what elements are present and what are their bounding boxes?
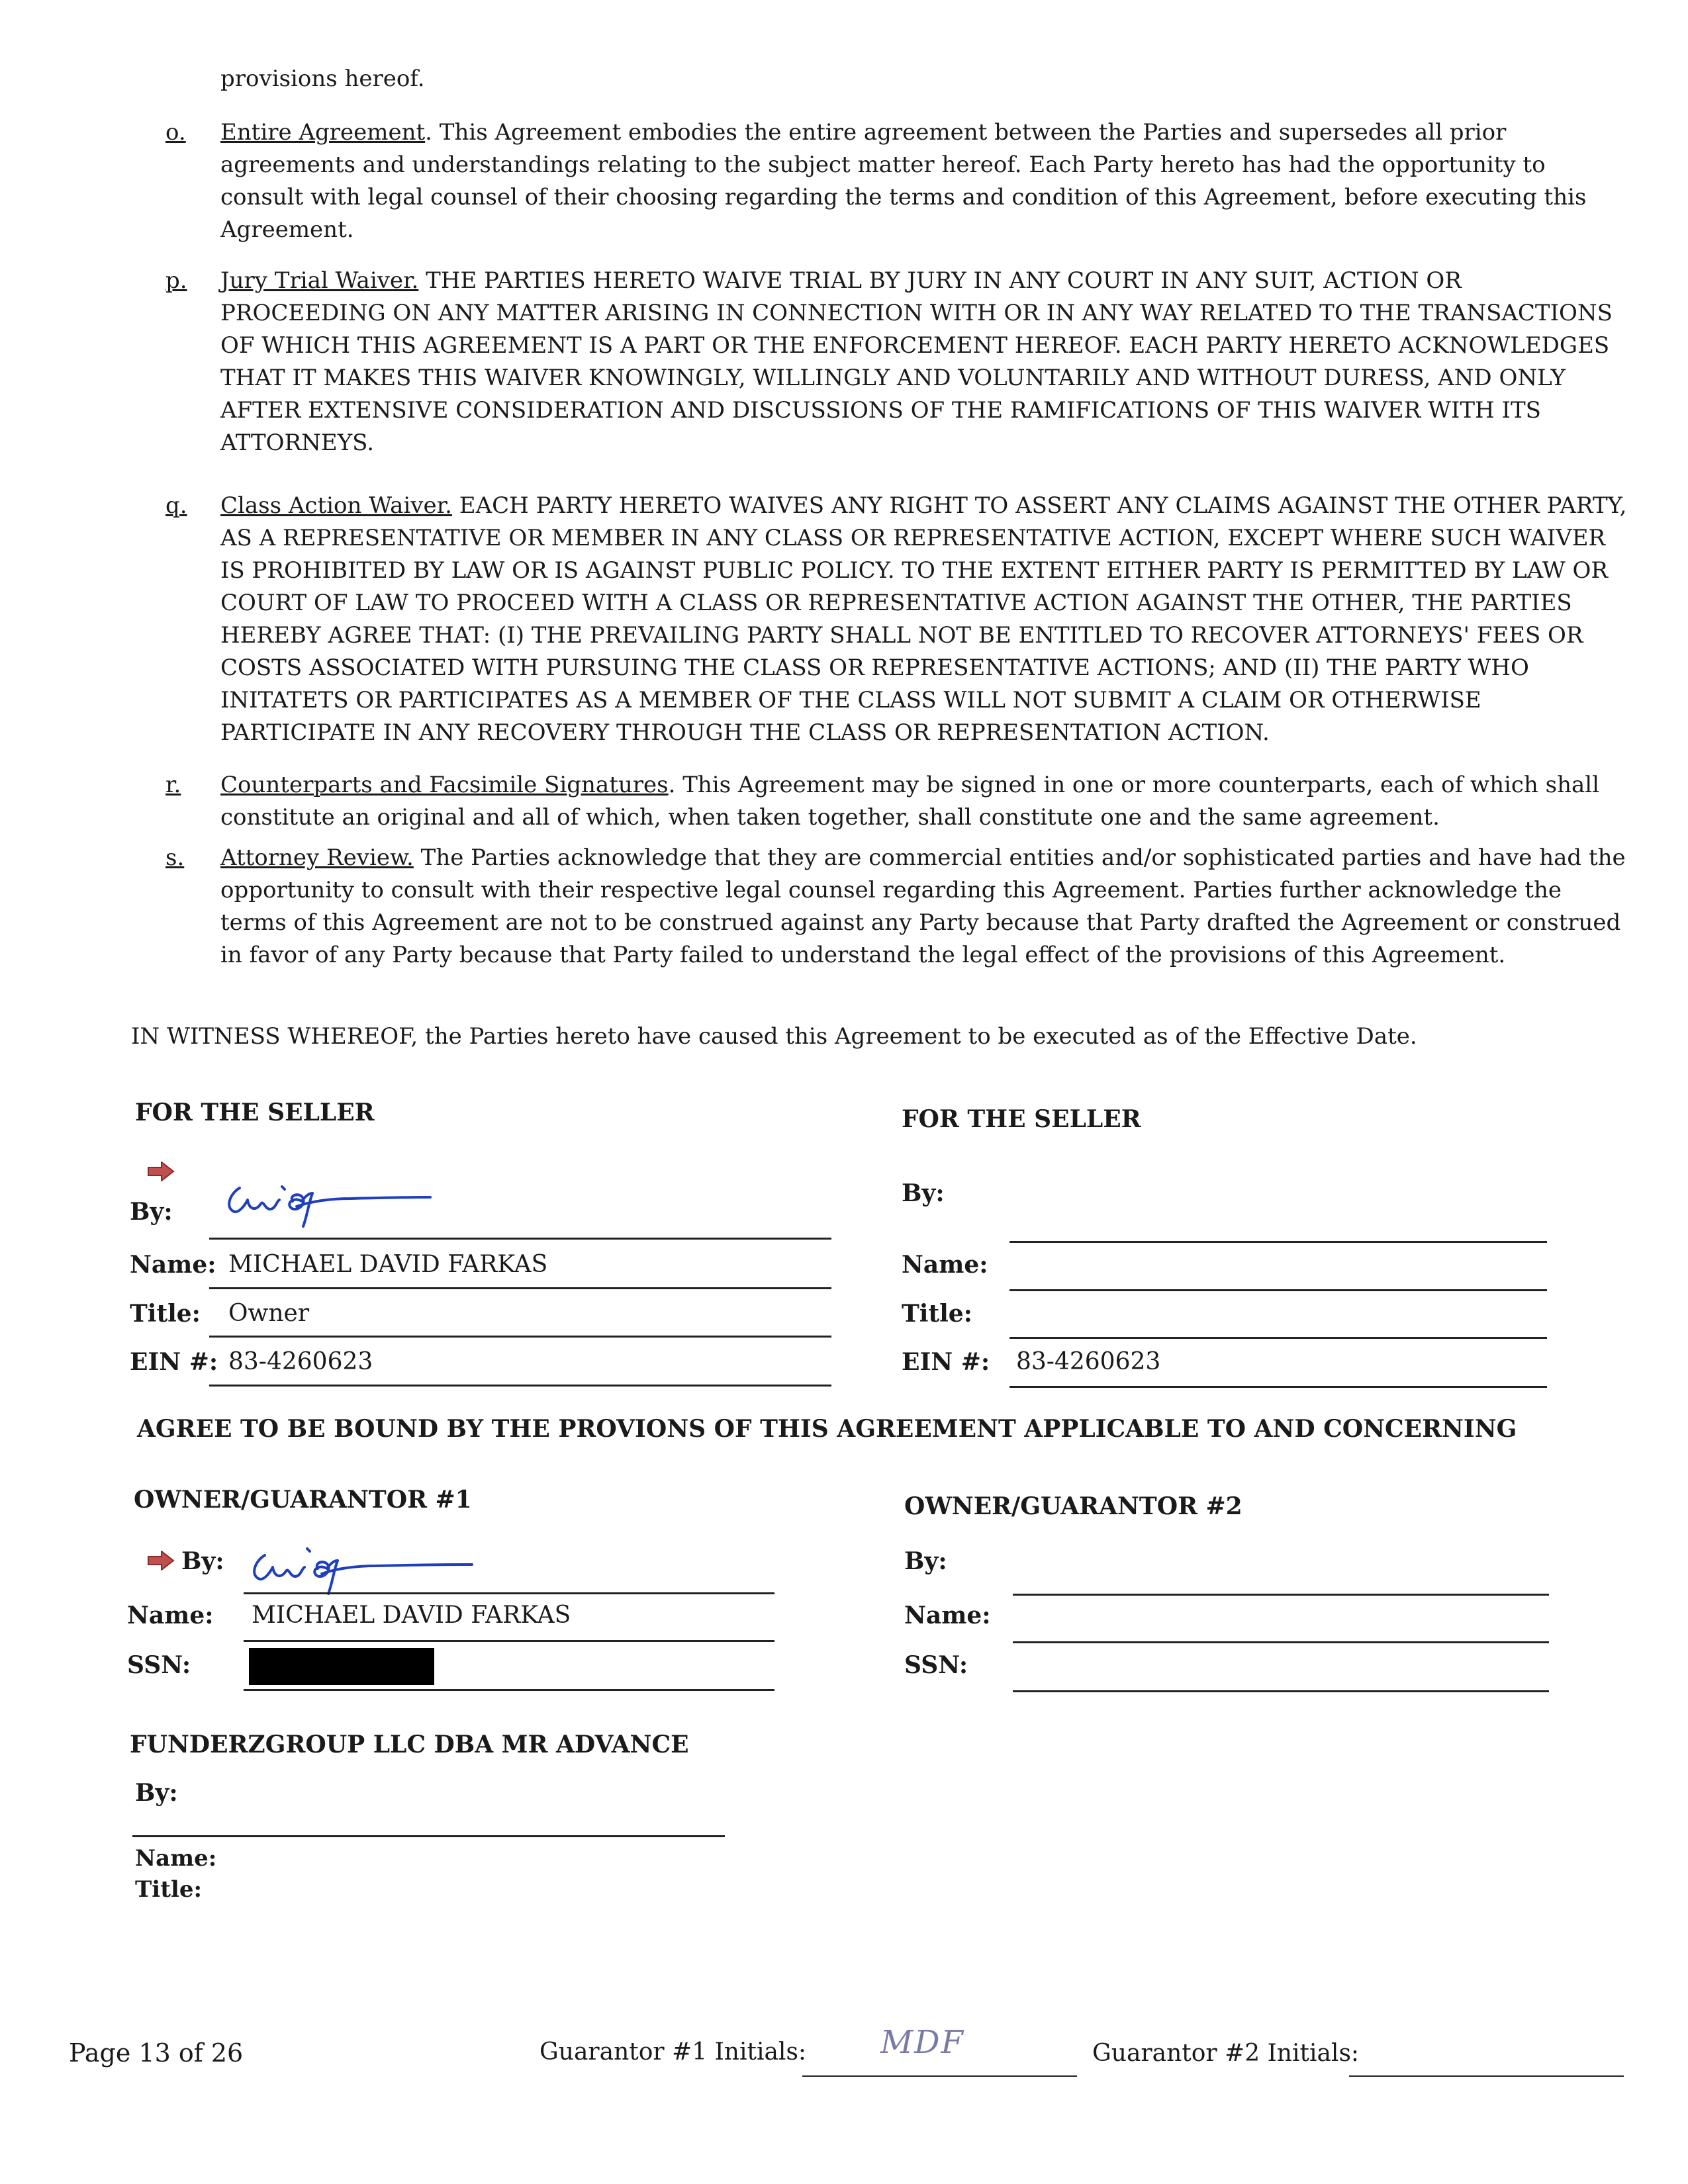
seller-right-name-label: Name: — [902, 1251, 988, 1279]
seller-left-name-label: Name: — [130, 1251, 216, 1279]
clause-letter: q. — [165, 492, 187, 519]
funder-title-label: Title: — [135, 1876, 203, 1903]
clause-letter: s. — [165, 844, 185, 871]
clause-text: THE PARTIES HERETO WAIVE TRIAL BY JURY IN ANY COURT IN ANY SUIT, ACTION OR PROCEEDING ON ANY MATTER ARISING IN CONNECTION WITH OR IN ANY WAY RELATED TO THE TRANSACTIONS OF WHICH THIS AGREEMENT IS A PART OR THE ENFORCEMENT HEREOF. EACH PARTY HERETO ACKNOWLEDGES THAT IT MAKES THIS WAIVER KNOWINGLY, WILLINGLY AND VOLUNTARILY AND WITHOUT DURESS, AND ONLY AFTER EXTENSIVE CONSIDERATION AND DISCUSSIONS OF THE RAMIFICATIONS OF THIS WAIVER WITH ITS ATTORNEYS. — [220, 267, 1613, 456]
guarantor1-name-value: MICHAEL DAVID FARKAS — [252, 1602, 571, 1629]
seller-right-ein-label: EIN #: — [902, 1348, 990, 1376]
seller-left-ein-value: 83-4260623 — [228, 1348, 373, 1375]
guarantor2-by-label: By: — [904, 1547, 947, 1575]
guarantor2-ssn-label: SSN: — [904, 1651, 968, 1679]
seller-left-title-value: Owner — [228, 1300, 310, 1327]
continuation-text: provisions hereof. — [220, 66, 425, 92]
witness-statement: IN WITNESS WHEREOF, the Parties hereto have caused this Agreement to be executed as of the Effective Date. — [131, 1023, 1417, 1050]
clause-text: The Parties acknowledge that they are commercial entities and/or sophisticated parties and have had the opportunity to consult with their respective legal counsel regarding this Agreement. Parties further acknowledge the terms of this Agreement are not to be construed against any Party because that Party drafted the Agreement or construed in favor of any Party because that Party failed to understand the legal effect of the provisions of this Agreement. — [220, 844, 1626, 968]
arrow-icon — [147, 1161, 175, 1181]
clause-title: Jury Trial Waiver. — [220, 267, 419, 294]
seller-left-heading: FOR THE SELLER — [135, 1099, 375, 1126]
arrow-icon — [147, 1551, 175, 1570]
seller-left-title-label: Title: — [130, 1300, 201, 1328]
guarantor1-signature-image — [244, 1542, 482, 1595]
ssn-redaction-block — [249, 1648, 434, 1685]
funder-by-label: By: — [135, 1779, 178, 1807]
seller-signature-image — [218, 1175, 457, 1228]
funder-heading: FUNDERZGROUP LLC DBA MR ADVANCE — [130, 1731, 689, 1758]
clause-title: Counterparts and Facsimile Signatures — [220, 772, 669, 798]
clause-title: Attorney Review. — [220, 844, 414, 871]
guarantor1-initials-value: MDF — [880, 2024, 964, 2061]
guarantor1-heading: OWNER/GUARANTOR #1 — [134, 1486, 472, 1514]
guarantor1-initials-label: Guarantor #1 Initials: — [539, 2038, 807, 2066]
clause-letter: o. — [165, 119, 186, 146]
clause-title: Class Action Waiver. — [220, 492, 452, 519]
clause-text: . This Agreement embodies the entire agreement between the Parties and supersedes all prior agreements and understandings relating to the subject matter hereof. Each Party hereto has had the opportunity to consult with legal counsel of their choosing regarding the terms and condition of this Agreement, before executing this Agreement. — [220, 119, 1587, 243]
seller-left-ein-label: EIN #: — [130, 1348, 218, 1376]
page-number: Page 13 of 26 — [69, 2038, 244, 2068]
guarantor2-heading: OWNER/GUARANTOR #2 — [904, 1492, 1243, 1520]
agree-heading: AGREE TO BE BOUND BY THE PROVIONS OF THIS AGREEMENT APPLICABLE TO AND CONCERNING — [137, 1415, 1517, 1443]
guarantor2-name-label: Name: — [904, 1602, 991, 1629]
clause-text: EACH PARTY HERETO WAIVES ANY RIGHT TO ASSERT ANY CLAIMS AGAINST THE OTHER PARTY, AS A REPRESENTATIVE OR MEMBER IN ANY CLASS OR REPRESENTATIVE ACTION, EXCEPT WHERE SUCH WAIVER IS PROHIBITED BY LAW OR IS AGAINST PUBLIC POLICY. TO THE EXTENT EITHER PARTY IS PERMITTED BY LAW OR COURT OF LAW TO PROCEED WITH A CLASS OR REPRESENTATIVE ACTION AGAINST THE OTHER, THE PARTIES HEREBY AGREE THAT: (I) THE PREVAILING PARTY SHALL NOT BE ENTITLED TO RECOVER ATTORNEYS' FEES OR COSTS ASSOCIATED WITH PURSUING THE CLASS OR REPRESENTATIVE ACTIONS; AND (II) THE PARTY WHO INITATETS OR PARTICIPATES AS A MEMBER OF THE CLASS WILL NOT SUBMIT A CLAIM OR OTHERWISE PARTICIPATE IN ANY RECOVERY THROUGH THE CLASS OR REPRESENTATION ACTION. — [220, 492, 1627, 746]
seller-left-name-value: MICHAEL DAVID FARKAS — [228, 1251, 548, 1278]
seller-right-heading: FOR THE SELLER — [902, 1105, 1141, 1133]
guarantor2-initials-label: Guarantor #2 Initials: — [1092, 2040, 1360, 2067]
seller-right-ein-value: 83-4260623 — [1016, 1348, 1161, 1375]
clause-title: Entire Agreement — [220, 119, 426, 146]
guarantor1-name-label: Name: — [127, 1602, 214, 1629]
funder-name-label: Name: — [135, 1845, 217, 1872]
seller-right-title-label: Title: — [902, 1300, 972, 1328]
seller-left-by-label: By: — [130, 1198, 173, 1226]
clause-letter: p. — [165, 267, 187, 294]
clause-letter: r. — [165, 772, 181, 798]
guarantor1-by-label: By: — [181, 1547, 224, 1575]
guarantor1-ssn-label: SSN: — [127, 1651, 191, 1679]
seller-right-by-label: By: — [902, 1179, 945, 1207]
clause-text: . This Agreement may be signed in one or more counterparts, each of which shall constitute an original and all of which, when taken together, shall constitute one and the same agreement. — [220, 772, 1599, 831]
